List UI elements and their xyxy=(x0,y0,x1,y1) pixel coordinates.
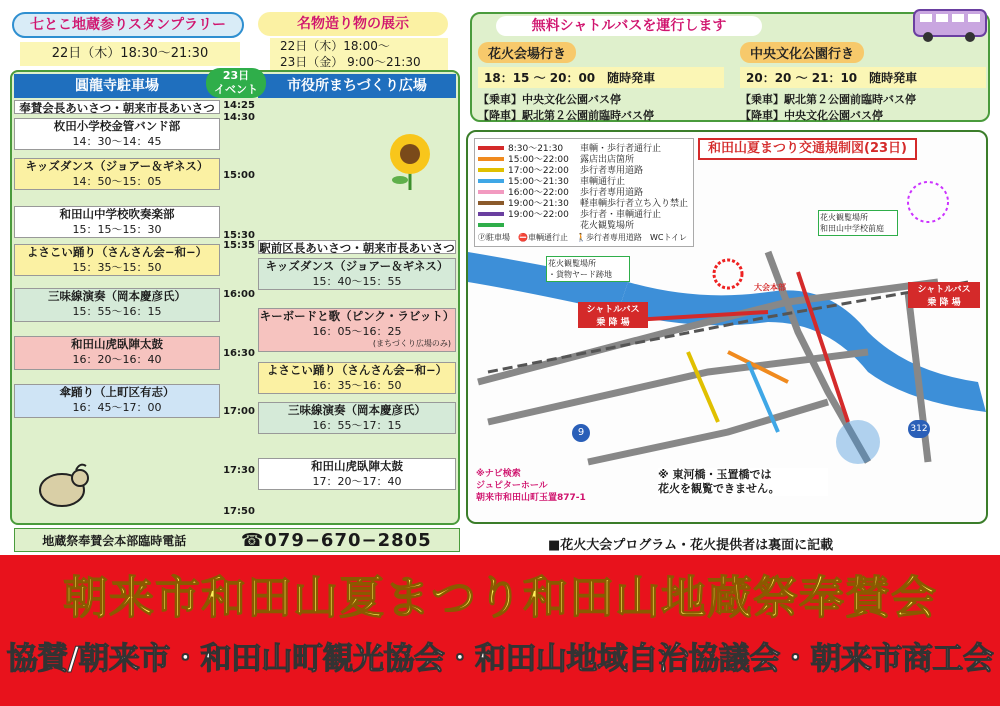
legend-icon-label: 歩行者専用道路 xyxy=(585,233,642,242)
meibutsu-line-1: 22日（木）18:00〜 xyxy=(280,39,390,53)
left-event-time: 16：45〜17：00 xyxy=(72,401,162,414)
route-9-badge: 9 xyxy=(572,424,590,442)
left-event-title: 枚田小学校金管バンド部 xyxy=(53,119,181,133)
phone-number: ☎079−670−2805 xyxy=(240,529,432,551)
legend-label: 花火観覧場所 xyxy=(580,221,635,231)
left-event-title: よさこい踊り（さんさん会−和−） xyxy=(26,245,208,259)
right-event-time: 16：55〜17：15 xyxy=(312,419,402,432)
ox-illustration xyxy=(30,458,90,510)
left-event-time: 15：35〜15：50 xyxy=(72,261,162,274)
legend-time: 19:00〜21:30 xyxy=(508,199,569,209)
left-event xyxy=(14,244,220,276)
left-event-title: 和田山中学校吹奏楽部 xyxy=(59,207,175,221)
phone-bar xyxy=(14,528,460,552)
left-event xyxy=(14,336,220,370)
left-event-title: 和田山虎臥陣太鼓 xyxy=(71,337,163,351)
right-event-title: 駅前区長あいさつ・朝来市長あいさつ xyxy=(259,241,455,255)
bus-icon xyxy=(910,4,990,44)
right-event-note: (まちづくり広場のみ) xyxy=(372,339,451,348)
shuttle-route-2 xyxy=(740,42,986,123)
legend-label: 露店出店箇所 xyxy=(580,155,635,165)
left-event xyxy=(14,206,220,238)
route-1-time: 18：15 〜 20：00 随時発車 xyxy=(478,67,724,88)
right-event xyxy=(258,458,456,490)
legend-icon-label: トイレ xyxy=(663,233,688,242)
stamp-rally-time: 22日（木）18:30〜21:30 xyxy=(20,42,240,66)
route-312-badge: 312 xyxy=(908,420,930,438)
sunflower-illustration xyxy=(382,128,438,190)
left-event-title: 三味線演奏（岡本慶彦氏） xyxy=(48,289,186,303)
legend-row xyxy=(478,219,690,230)
route-1-alight: 【降車】駅北第２公園前臨時バス停 xyxy=(478,109,654,122)
right-event-time: 17：20〜17：40 xyxy=(312,475,402,488)
toilet-icon: WCトイレ xyxy=(649,233,688,242)
left-event-title: キッズダンス（ジョアー＆ギネス） xyxy=(25,159,209,173)
right-event-title: よさこい踊り（さんさん会−和−） xyxy=(266,363,448,377)
route-2-destination: 中央文化公園行き xyxy=(740,42,864,63)
left-event-time: 15：55〜16：15 xyxy=(72,305,162,318)
left-event xyxy=(14,384,220,418)
legend-icon-label: 駐車場 xyxy=(486,233,510,242)
time-label: 14:25 xyxy=(223,100,255,111)
left-event-title: 奉賛会長あいさつ・朝来市長あいさつ xyxy=(19,101,215,115)
time-label: 16:00 xyxy=(223,289,255,300)
route-1-destination: 花火会場行き xyxy=(478,42,576,63)
legend-label: 歩行者・車輌通行止 xyxy=(580,210,662,220)
legend-label: 歩行者専用道路 xyxy=(580,166,644,176)
shuttle-stop-right: シャトルバス 乗 降 場 xyxy=(908,282,980,308)
right-event-time: 16：05〜16：25 xyxy=(312,325,402,338)
bridge-note: ※ 東河橋・玉置橋では 花火を観覧できません。 xyxy=(658,468,828,496)
left-event xyxy=(14,288,220,322)
right-event xyxy=(258,308,456,352)
right-venue-heading: 市役所まちづくり広場 xyxy=(258,74,456,98)
event-day-badge-label: イベント xyxy=(214,83,258,96)
left-event-time: 15：15〜15：30 xyxy=(72,223,162,236)
left-event-title: 傘踊り（上町区有志） xyxy=(59,385,175,399)
meibutsu-line-2: 23日（金） 9:00〜21:30 xyxy=(280,55,421,69)
left-event xyxy=(14,118,220,150)
banner-title: 朝来市和田山夏まつり和田山地蔵祭奉賛会 xyxy=(62,571,937,624)
program-note: ■花火大会プログラム・花火提供者は裏面に記載 xyxy=(548,538,834,553)
route-2-board: 【乗車】駅北第２公園前臨時バス停 xyxy=(740,93,916,106)
meibutsu-times xyxy=(270,38,448,70)
meibutsu-title: 名物造り物の展示 xyxy=(258,12,448,36)
left-event-time: 14：30〜14：45 xyxy=(72,135,162,148)
hq-label: 大会本部 xyxy=(754,283,786,292)
right-event xyxy=(258,362,456,394)
time-label: 14:30 xyxy=(223,112,255,123)
left-venue-heading: 圓龍寺駐車場 xyxy=(14,74,220,98)
legend-time: 19:00〜22:00 xyxy=(508,210,569,220)
right-event-title: 三味線演奏（岡本慶彦氏） xyxy=(288,403,426,417)
legend-label: 軽車輌歩行者立ち入り禁止 xyxy=(580,199,689,209)
right-event-time: 15：40〜15：55 xyxy=(312,275,402,288)
left-event xyxy=(14,158,220,190)
left-event-time: 14：50〜15：05 xyxy=(72,175,162,188)
legend-time: 8:30〜21:30 xyxy=(508,144,564,154)
event-day-badge xyxy=(206,68,266,98)
stamp-rally-title: 七とこ地蔵参りスタンプラリー xyxy=(12,12,244,38)
left-event-time: 16：20〜16：40 xyxy=(72,353,162,366)
pedestrian-icon: 🚶歩行者専用道路 xyxy=(575,233,642,242)
time-label: 15:00 xyxy=(223,170,255,181)
shuttle-route-1 xyxy=(478,42,724,123)
legend-label: 車輌通行止 xyxy=(580,177,626,187)
right-event xyxy=(258,240,456,254)
viewing-area-1: 花火観覧場所 和田山中学校前庭 xyxy=(818,210,898,236)
map-title: 和田山夏まつり交通規制図(23日) xyxy=(698,138,917,160)
time-label: 16:30 xyxy=(223,348,255,359)
event-day-badge-date: 23日 xyxy=(222,69,250,82)
route-2-alight: 【降車】中央文化公園バス停 xyxy=(740,109,883,122)
sponsor-banner xyxy=(0,555,1000,706)
legend-time: 16:00〜22:00 xyxy=(508,188,569,198)
map-legend xyxy=(474,138,694,247)
banner-sponsors: 協賛/朝来市・和田山町観光協会・和田山地域自治協議会・朝来市商工会 xyxy=(6,641,994,677)
time-label: 17:30 xyxy=(223,465,255,476)
legend-label: 歩行者専用道路 xyxy=(580,188,644,198)
route-1-board: 【乗車】中央文化公園バス停 xyxy=(478,93,621,106)
shuttle-stop-left: シャトルバス 乗 降 場 xyxy=(578,302,648,328)
left-event xyxy=(14,100,220,114)
navi-note: ※ナビ検索 ジュピターホール 朝来市和田山町玉置877-1 xyxy=(476,469,586,503)
legend-time: 17:00〜22:00 xyxy=(508,166,569,176)
right-event-title: キーボードと歌（ピンク・ラビット） xyxy=(259,309,455,323)
time-label: 17:00 xyxy=(223,406,255,417)
right-event xyxy=(258,402,456,434)
parking-icon: Ⓟ駐車場 xyxy=(478,233,510,242)
phone-label: 地蔵祭奉賛会本部臨時電話 xyxy=(42,533,187,548)
legend-label: 車輌・歩行者通行止 xyxy=(580,144,662,154)
no-entry-icon: ⛔車輌通行止 xyxy=(518,233,568,242)
legend-icons xyxy=(478,232,690,243)
right-event-title: キッズダンス（ジョアー＆ギネス） xyxy=(265,259,449,273)
time-label: 15:35 xyxy=(223,240,255,251)
traffic-map xyxy=(466,130,988,524)
legend-time: 15:00〜21:30 xyxy=(508,177,569,187)
shuttle-title: 無料シャトルバスを運行します xyxy=(496,16,762,36)
legend-time: 15:00〜22:00 xyxy=(508,155,569,165)
right-event-time: 16：35〜16：50 xyxy=(312,379,402,392)
time-label: 15:30 xyxy=(223,230,255,241)
route-2-time: 20：20 〜 21：10 随時発車 xyxy=(740,67,986,88)
time-label: 17:50 xyxy=(223,506,255,517)
legend-icon-label: 車輌通行止 xyxy=(527,233,568,242)
right-event-title: 和田山虎臥陣太鼓 xyxy=(311,459,403,473)
time-axis xyxy=(222,100,256,520)
viewing-area-2: 花火観覧場所 ・貨物ヤード跡地 xyxy=(546,256,630,282)
right-event xyxy=(258,258,456,290)
